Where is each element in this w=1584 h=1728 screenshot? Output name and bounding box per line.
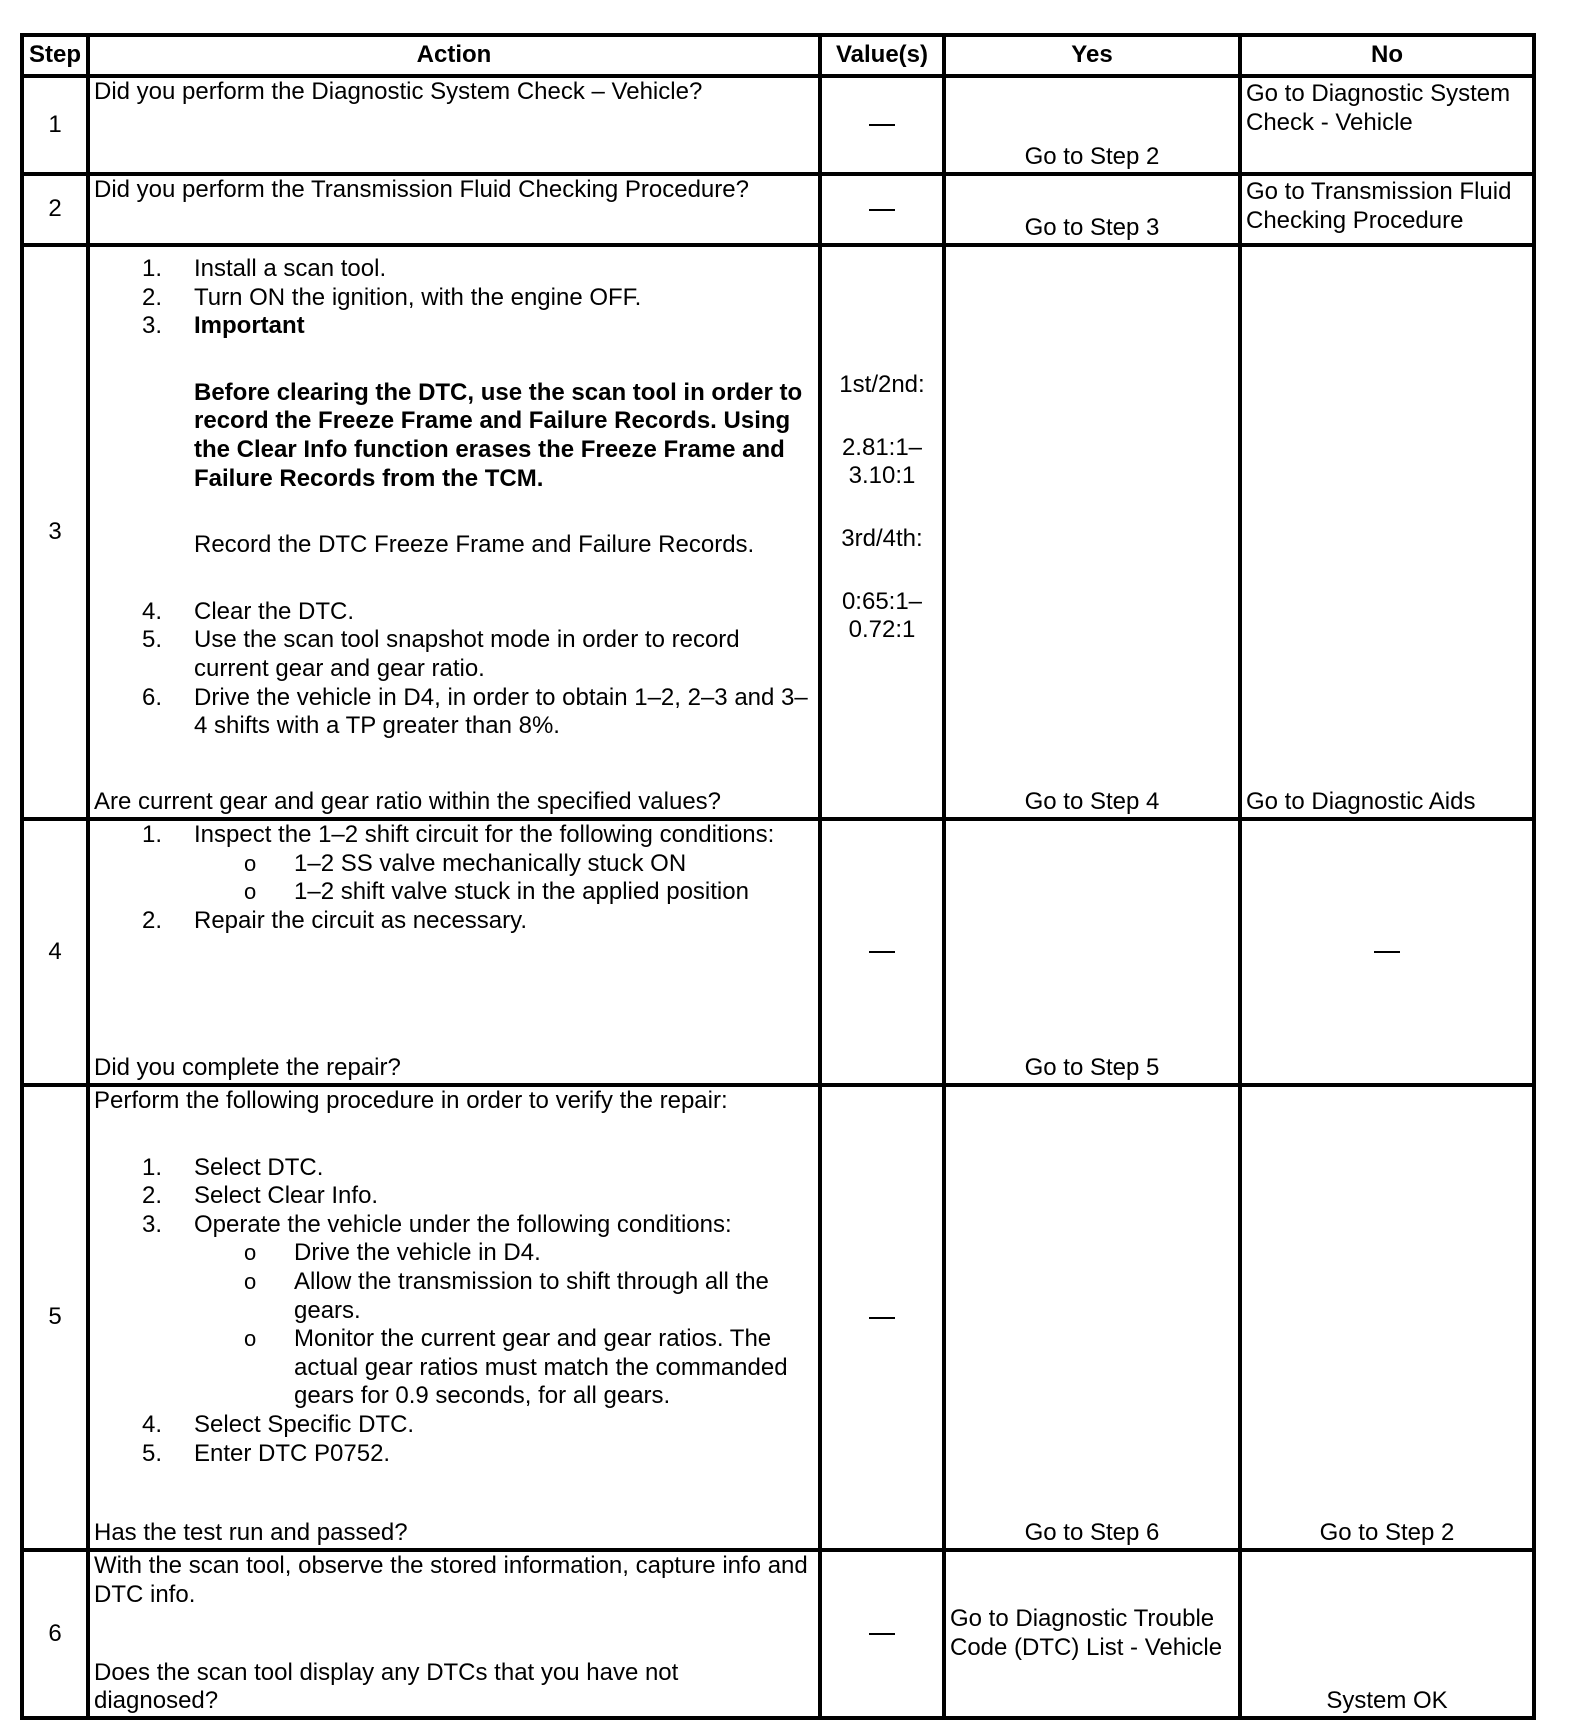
table-row: [22, 76, 1534, 174]
step-number: 4: [22, 819, 88, 1085]
yes-link[interactable]: Go to Step 4: [1024, 788, 1160, 816]
sub-list-item: o 1–2 shift valve stuck in the applied position: [244, 878, 749, 906]
action-text: Did you perform the Diagnostic System Check – Vehicle?: [94, 78, 703, 105]
value-line: 0.72:1: [848, 616, 916, 644]
header-action: Action: [88, 35, 820, 76]
yes-cell: [944, 245, 1240, 819]
header-step: Step: [22, 35, 88, 76]
list-item: 1. Install a scan tool.: [142, 255, 387, 282]
no-cell: [1240, 76, 1534, 174]
sub-list-item: o Drive the vehicle in D4.: [244, 1239, 541, 1267]
header-row: [22, 35, 1534, 76]
dash-mark: [869, 951, 895, 953]
question-text: Does the scan tool display any DTCs that you have not diagnosed?: [94, 1658, 679, 1715]
action-cell: [88, 174, 820, 245]
step-list: [94, 821, 814, 935]
table-row: [22, 1550, 1534, 1718]
no-cell: [1240, 819, 1534, 1085]
list-item: 6. Drive the vehicle in D4, in order to obtain 1–2, 2–3 and 3–4 shifts with a TP greater than 8%.: [142, 683, 808, 740]
yes-cell: [944, 1550, 1240, 1718]
no-link[interactable]: Go to Step 2: [1319, 1519, 1455, 1547]
yes-cell: [944, 1085, 1240, 1550]
list-item: 3. Important Before clearing the DTC, use the scan tool in order to record the Freeze Frame and Failure Records. Using the Clear Info function erases the Freeze Frame and Failure Records from the TCM. Record the DTC Freeze Frame and Failure Records.: [94, 312, 814, 598]
value-line: 3rd/4th:: [841, 525, 923, 552]
list-item: 5. Use the scan tool snapshot mode in order to record current gear and gear ratio.: [142, 626, 740, 682]
action-text: With the scan tool, observe the stored information, capture info and DTC info.: [94, 1552, 808, 1608]
table-row: [22, 174, 1534, 245]
value-cell: [820, 76, 944, 174]
yes-link[interactable]: Go to Step 2: [1024, 143, 1160, 171]
dash-mark: [869, 1633, 895, 1635]
dash-mark: [869, 1317, 895, 1319]
step-number: 3: [22, 245, 88, 819]
list-item: 3. Operate the vehicle under the following conditions: o Drive the vehicle in D4. o Allow the transmission to shift through all the gears. o Monitor the current gear and gear ratios. The actual gear ratios must match the commanded gears for 0.9 seconds, for all gears.: [94, 1211, 814, 1411]
value-cell: [820, 174, 944, 245]
list-item: 1. Select DTC.: [142, 1153, 324, 1181]
table-row: [22, 245, 1534, 819]
value-cell: [820, 245, 944, 819]
action-cell: [88, 819, 820, 1085]
list-item: 2. Turn ON the ignition, with the engine OFF.: [142, 283, 642, 311]
question-text: Are current gear and gear ratio within the specified values?: [94, 788, 722, 816]
list-item: 4. Clear the DTC.: [142, 597, 355, 625]
list-item: 1. Inspect the 1–2 shift circuit for the following conditions: o 1–2 SS valve mechanically stuck ON o 1–2 shift valve stuck in the applied position: [94, 821, 814, 907]
list-item: 2. Repair the circuit as necessary.: [142, 906, 528, 934]
no-link[interactable]: Go to Diagnostic System Check - Vehicle: [1246, 80, 1511, 136]
no-cell: [1240, 1550, 1534, 1718]
yes-link[interactable]: Go to Step 6: [1024, 1519, 1160, 1547]
header-values: Value(s): [820, 35, 944, 76]
yes-link[interactable]: Go to Step 5: [1024, 1054, 1160, 1082]
intro-text: Perform the following procedure in order to verify the repair:: [94, 1087, 728, 1114]
table-row: [22, 1085, 1534, 1550]
value-line: 3.10:1: [848, 462, 916, 490]
record-note: Record the DTC Freeze Frame and Failure Records.: [194, 531, 755, 559]
table-row: [22, 819, 1534, 1085]
important-note: Before clearing the DTC, use the scan tool in order to record the Freeze Frame and Failure Records. Using the Clear Info function erases the Freeze Frame and Failure Records from the TCM.: [194, 378, 803, 492]
action-text: Did you perform the Transmission Fluid Checking Procedure?: [94, 176, 749, 203]
yes-link[interactable]: Go to Diagnostic Trouble Code (DTC) List - Vehicle: [950, 1605, 1223, 1661]
step-number: 1: [22, 76, 88, 174]
step-list: [94, 255, 814, 741]
no-link[interactable]: Go to Diagnostic Aids: [1246, 788, 1476, 816]
dash-mark: [869, 124, 895, 126]
value-cell: [820, 819, 944, 1085]
diagnostic-table: [20, 33, 1536, 1720]
list-item: 5. Enter DTC P0752.: [142, 1439, 391, 1467]
action-cell: [88, 1550, 820, 1718]
header-yes: Yes: [944, 35, 1240, 76]
no-cell: [1240, 174, 1534, 245]
no-link[interactable]: Go to Transmission Fluid Checking Procedure: [1246, 178, 1512, 234]
no-cell: [1240, 245, 1534, 819]
step-number: 6: [22, 1550, 88, 1718]
no-cell: [1240, 1085, 1534, 1550]
sub-list-item: o 1–2 SS valve mechanically stuck ON: [244, 849, 687, 877]
value-cell: [820, 1550, 944, 1718]
yes-link[interactable]: Go to Step 3: [1024, 214, 1160, 242]
header-no: No: [1240, 35, 1534, 76]
dash-mark: [1374, 951, 1400, 953]
yes-cell: [944, 76, 1240, 174]
action-cell: [88, 245, 820, 819]
yes-cell: [944, 819, 1240, 1085]
value-line: 1st/2nd:: [839, 371, 925, 399]
action-cell: [88, 76, 820, 174]
value-cell: [820, 1085, 944, 1550]
step-list: [94, 1154, 814, 1469]
step-number: 2: [22, 174, 88, 245]
question-text: Has the test run and passed?: [94, 1519, 408, 1547]
sub-list: [94, 850, 814, 907]
value-line: 0:65:1–: [841, 587, 923, 615]
value-line: 2.81:1–: [841, 433, 923, 461]
step-number: 5: [22, 1085, 88, 1550]
sub-list: [94, 1239, 814, 1411]
no-link[interactable]: System OK: [1326, 1687, 1448, 1715]
sub-list-item: o Allow the transmission to shift through all the gears.: [244, 1267, 769, 1324]
yes-cell: [944, 174, 1240, 245]
list-item: 2. Select Clear Info.: [142, 1182, 379, 1210]
question-text: Did you complete the repair?: [94, 1054, 401, 1082]
dash-mark: [869, 209, 895, 211]
list-item: 4. Select Specific DTC.: [142, 1410, 415, 1438]
sub-list-item: o Monitor the current gear and gear ratios. The actual gear ratios must match the commanded gears for 0.9 seconds, for all gears.: [244, 1325, 788, 1410]
action-cell: [88, 1085, 820, 1550]
